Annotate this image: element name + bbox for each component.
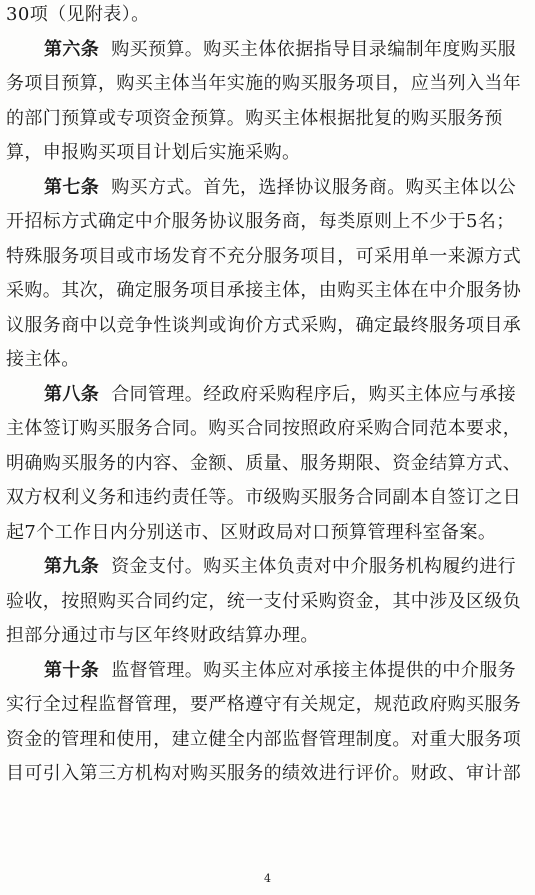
text-line: 验收，按照购买合同约定，统一支付采购资金，其中涉及区级负: [6, 590, 522, 612]
text-line: 算，申报购买项目计划后实施采购。: [6, 142, 301, 163]
text-line: 务项目预算，购买主体当年实施的购买服务项目，应当列入当年: [6, 73, 522, 94]
text-line: 起7个工作日内分别送市、区财政局对口预算管理科室备案。: [6, 521, 497, 543]
text-line: 资金支付。购买主体负责对中介服务机构履约进行: [111, 556, 517, 577]
article-9-number: 第九条: [44, 556, 100, 577]
article-10-number: 第十条: [44, 659, 100, 681]
article-8-number: 第八条: [44, 383, 100, 405]
text-line: 采购。其次，确定服务项目承接主体，由购买主体在中介服务协: [6, 280, 522, 301]
text-line: 接主体。: [6, 349, 80, 370]
article-8-first-line: [6, 378, 532, 413]
text-line: 30项（见附表）。: [6, 4, 150, 25]
text-line: 特殊服务项目或市场发育不充分服务项目，可采用单一来源方式: [6, 245, 522, 267]
text-line: 明确购买服务的内容、金额、质量、服务期限、资金结算方式、: [6, 452, 522, 474]
text-line: 双方权利义务和违约责任等。市级购买服务合同副本自签订之日: [6, 487, 522, 508]
text-line: 主体签订购买服务合同。购买合同按照政府采购合同范本要求，: [6, 418, 522, 439]
article-6-first-line: [6, 33, 532, 68]
text-line: 实行全过程监督管理，要严格遵守有关规定，规范政府购买服务: [6, 694, 522, 715]
text-line: 担部分通过市与区年终财政结算办理。: [6, 625, 319, 646]
article-7-number: 第七条: [44, 176, 100, 198]
text-line: 目可引入第三方机构对购买服务的绩效进行评价。财政、审计部: [6, 763, 522, 784]
text-line: 合同管理。经政府采购程序后，购买主体应与承接: [111, 383, 517, 405]
text-line: 购买方式。首先，选择协议服务商。购买主体以公: [111, 176, 517, 198]
text-line: 开招标方式确定中介服务协议服务商，每类原则上不少于5名；: [6, 211, 515, 232]
article-7-first-line: [6, 171, 532, 206]
page-number: 4: [264, 872, 271, 885]
text-line: 购买预算。购买主体依据指导目录编制年度购买服: [111, 38, 517, 60]
article-9-first-line: [6, 550, 532, 585]
article-6-number: 第六条: [44, 38, 100, 60]
text-line: 议服务商中以竞争性谈判或询价方式采购，确定最终服务项目承: [6, 314, 522, 336]
document-body: [6, 0, 532, 792]
text-line: 资金的管理和使用，建立健全内部监督管理制度。对重大服务项: [6, 728, 522, 750]
text-line: 的部门预算或专项资金预算。购买主体根据批复的购买服务预: [6, 107, 503, 129]
text-line: 监督管理。购买主体应对承接主体提供的中介服务: [111, 659, 517, 681]
article-10-first-line: [6, 654, 532, 689]
